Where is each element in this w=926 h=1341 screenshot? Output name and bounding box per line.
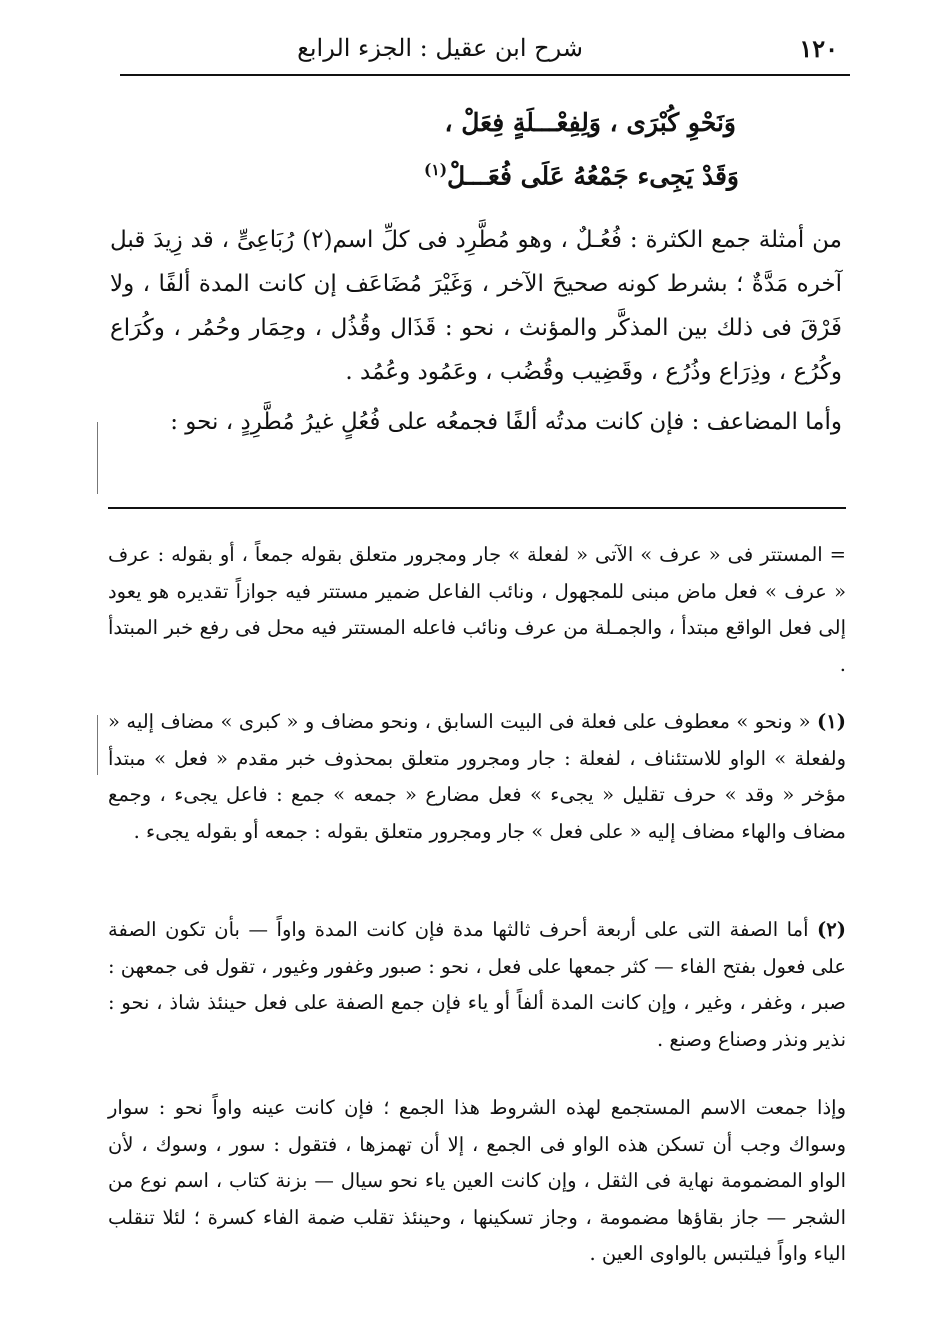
footnote-1-number: (١) — [817, 710, 846, 733]
verse-footnote-ref: (١) — [424, 160, 448, 179]
footnote-continuation — [108, 537, 846, 683]
footnote-continuation-text: = المستتر فى « عرف » الآتى « لفعلة » جار ومجرور متعلق بقوله جمعاً ، أو بقوله : عرف « عرف » فعل ماض مبنى للمجهول ، ونائب الفاعل ضمير مستتر فيه جوازاً تقديره هو يعود إلى فعل الواقع مبتدأ ، والجمـلة من عرف ونائب فاعله المستتر فيه محل فى رفع خبر المبتدأ . — [108, 543, 846, 676]
footnote-1 — [108, 704, 846, 850]
verse-line-2 — [424, 160, 739, 190]
main-paragraph-1: من أمثلة جمع الكثرة : فُعُـلٌ ، وهو مُطَّرِد فى كلِّ اسم(٢) رُبَاعِىٍّ ، قد زِيدَ قبل آخره مَدَّةٌ ؛ بشرط كونه صحيحَ الآخر ، وَغَيْرَ مُضَاعَف إن كانت المدة ألفًا ، ولا فَرْقَ فى ذلك بين المذكَّر والمؤنث ، نحو : قَذَال وقُذُل ، وحِمَار وحُمُر ، وكُرَاع وكُرُع ، وذِرَاع وذُرُع ، وقَضِيب وقُضُب ، وعَمُود وعُمُد . — [110, 227, 842, 385]
footnote-2-continued-text: وإذا جمعت الاسم المستجمع لهذه الشروط هذا الجمع ؛ فإن كانت عينه واواً نحو : سوار وسواك وجب أن تسكن هذه الواو فى الجمع ، إلا أن تهمزها ، فتقول : سور ، وسوك ، لأن الواو المضمومة نهاية فى الثقل ، وإن كانت العين ياء نحو سيال — بزنة كتاب ، اسم نوع من الشجر — جاز بقاؤها مضمومة ، وجاز تسكينها ، وحينئذ تقلب ضمة الفاء كسرة ؛ لئلا تنقلب الياء واواً فيلتبس بالواوى العين . — [108, 1096, 846, 1265]
margin-line — [97, 715, 98, 775]
verse-line-1 — [444, 108, 736, 137]
page-number: ١٢٠ — [799, 34, 838, 63]
footnote-2 — [108, 912, 846, 1058]
verse-line-2-text: وَقَدْ يَجِىء جَمْعُهُ عَلَى فُعَـــلْ — [447, 161, 739, 191]
footnote-2-number: (٢) — [817, 918, 846, 941]
header-rule — [120, 74, 850, 76]
main-text — [110, 218, 842, 444]
page-header — [120, 28, 848, 74]
footnote-1-text: « ونحو » معطوف على فعلة فى البيت السابق ، ونحو مضاف و « كبرى » مضاف إليه « ولفعلة » الواو للاستئناف ، لفعلة : جار ومجرور متعلق بمحذوف خبر مقدم « فعل » مبتدأ مؤخر « وقد » حرف تقليل « يجىء » فعل مضارع « جمعه » جمع : فاعل يجىء ، وجمع مضاف والهاء مضاف إليه « على فعل » جار ومجرور متعلق بقوله : جمعه أو بقوله يجىء . — [108, 710, 846, 843]
footnote-2-continued — [108, 1090, 846, 1273]
running-title: شرح ابن عقيل : الجزء الرابع — [297, 34, 583, 62]
footnote-2-text: أما الصفة التى على أربعة أحرف ثالثها مدة فإن كانت المدة واواً — بأن تكون الصفة على فعول بفتح الفاء — كثر جمعها على فعل ، نحو : صبور وغفور وغيور ، تقول فى جمعهن : صبر ، وغفر ، وغير ، وإن كانت المدة ألفاً أو ياء فإن جمع الصفة على فعل حينئذ شاذ ، نحو : نذير ونذر وصناع وصنع . — [108, 918, 846, 1051]
margin-line — [97, 422, 98, 494]
footnote-separator — [108, 507, 846, 509]
verse-line-1-text: وَنَحْوِ كُبْرَى ، وَلِفِعْـــلَةٍ فِعَلْ ، — [444, 108, 736, 137]
main-paragraph-2: وأما المضاعف : فإن كانت مدتُه ألفًا فجمعُه على فُعُلٍ غيرُ مُطَّرِدٍ ، نحو : — [170, 409, 842, 435]
